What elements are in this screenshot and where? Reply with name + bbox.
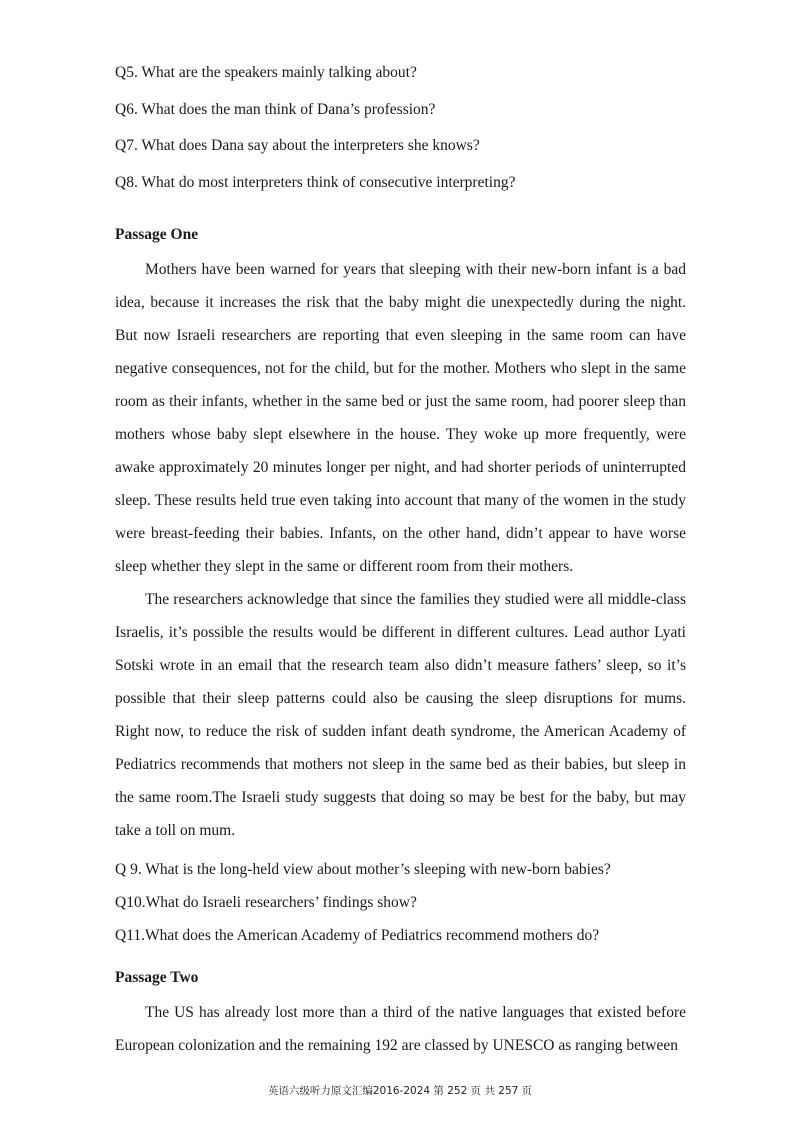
passage-one-paragraph-1: Mothers have been warned for years that sleeping with their new-born infant is a bad idea, because it increases the risk that the baby might die unexpectedly during the night. But now Israeli researchers are reporting that even sleeping in the same room can have negative consequences, not for the child, but for the mother. Mothers who slept in the same room as their infants, whether in the same bed or just the same room, had poorer sleep than mothers whose baby slept elsewhere in the house. They woke up more frequently, were awake approximately 20 minutes longer per night, and had shorter periods of uninterrupted sleep. These results held true even taking into account that many of the women in the study were breast-feeding their babies. Infants, on the other hand, didn’t appear to have worse sleep whether they slept in the same or different room from their mothers. — [115, 260, 686, 575]
passage-two-paragraph-1: The US has already lost more than a third of the native languages that existed before European colonization and the remaining 192 are classed by UNESCO as ranging between — [115, 1003, 686, 1054]
passage-one-body — [115, 253, 686, 847]
question-list-conversation — [115, 64, 686, 192]
passage-one-paragraph-2: The researchers acknowledge that since the families they studied were all middle-class Israelis, it’s possible the results would be different in different cultures. Lead author Lyati Sotski wrote in an email that the research team also didn’t measure fathers’ sleep, so it’s possible that their sleep patterns could also be causing the sleep disruptions for mums. Right now, to reduce the risk of sudden infant death syndrome, the American Academy of Pediatrics recommends that mothers not sleep in the same bed as their babies, but sleep in the same room.The Israeli study suggests that doing so may be best for the baby, but may take a toll on mum. — [115, 590, 686, 839]
passage-one-heading: Passage One — [115, 225, 199, 243]
question-q11: Q11.What does the American Academy of Pediatrics recommend mothers do? — [115, 926, 600, 944]
question-q5: Q5. What are the speakers mainly talking about? — [115, 64, 417, 81]
question-q7: Q7. What does Dana say about the interpreters she knows? — [115, 137, 480, 154]
question-q10: Q10.What do Israeli researchers’ findings show? — [115, 893, 417, 911]
question-q6: Q6. What does the man think of Dana’s profession? — [115, 100, 436, 118]
passage-two-body — [115, 996, 686, 1062]
question-list-passage-one — [115, 861, 686, 945]
document-page — [115, 64, 686, 1062]
passage-two-heading: Passage Two — [115, 968, 199, 986]
question-q9: Q 9. What is the long-held view about mother’s sleeping with new-born babies? — [115, 860, 611, 878]
question-q8: Q8. What do most interpreters think of consecutive interpreting? — [115, 173, 516, 191]
page-footer: 英语六级听力原文汇编2016-2024 第 252 页 共 257 页 — [267, 1085, 533, 1097]
